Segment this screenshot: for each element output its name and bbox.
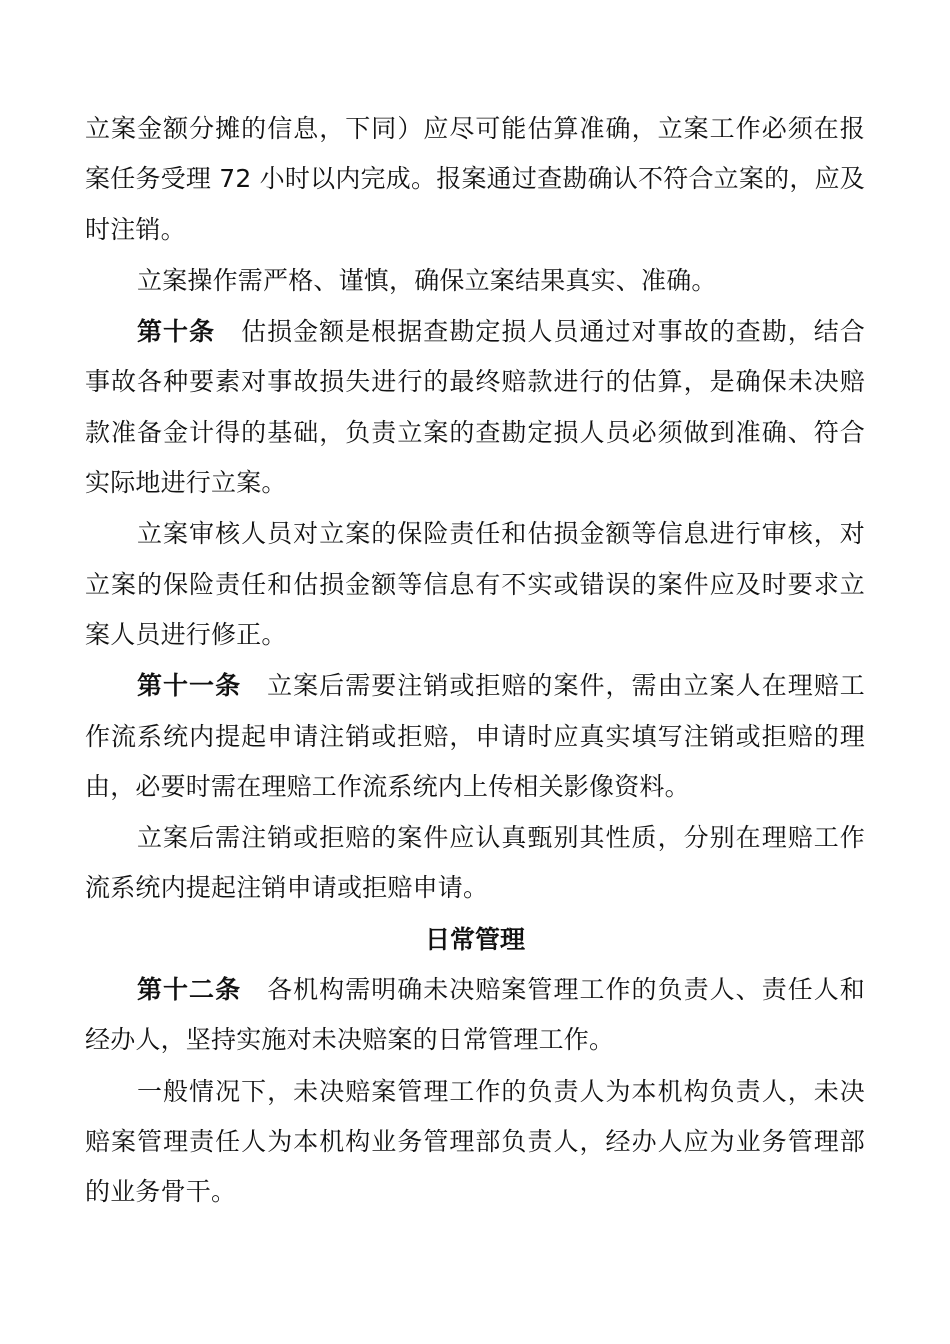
paragraph-text: 立案审核人员对立案的保险责任和估损金额等信息进行审核，对立案的保险责任和估损金额等信息有不实或错误的案件应及时要求立案人员进行修正。 — [85, 519, 865, 649]
paragraph-text: 立案金额分摊的信息，下同）应尽可能估算准确，立案工作必须在报案任务受理 72 小时以内完成。报案通过查勘确认不符合立案的，应及时注销。 — [85, 114, 865, 244]
article-paragraph — [85, 307, 865, 508]
paragraph-text: 一般情况下，未决赔案管理工作的负责人为本机构负责人，未决赔案管理责任人为本机构业务管理部负责人，经办人应为业务管理部的业务骨干。 — [85, 1076, 865, 1207]
article-paragraph — [85, 965, 865, 1066]
paragraph-continuation — [85, 104, 865, 255]
paragraph-text: 立案操作需严格、谨慎，确保立案结果真实、准确。 — [137, 265, 717, 295]
paragraph-text: 立案后需要注销或拒赔的案件，需由立案人在理赔工作流系统内提起申请注销或拒赔，申请时应真实填写注销或拒赔的理由，必要时需在理赔工作流系统内上传相关影像资料。 — [85, 671, 865, 801]
paragraph — [85, 813, 865, 914]
paragraph — [85, 1067, 865, 1218]
paragraph — [85, 256, 865, 306]
paragraph-text: 各机构需明确未决赔案管理工作的负责人、责任人和经办人，坚持实施对未决赔案的日常管理工作。 — [85, 975, 865, 1055]
paragraph-text: 立案后需注销或拒赔的案件应认真甄别其性质，分别在理赔工作流系统内提起注销申请或拒赔申请。 — [85, 823, 865, 903]
section-heading: 日常管理 — [424, 924, 525, 954]
document-page — [85, 104, 865, 1219]
article-number: 第十二条 — [137, 975, 242, 1005]
article-number: 第十条 — [137, 317, 216, 347]
article-number: 第十一条 — [137, 671, 242, 701]
paragraph-text: 估损金额是根据查勘定损人员通过对事故的查勘，结合事故各种要素对事故损失进行的最终赔款进行的估算，是确保未决赔款准备金计得的基础，负责立案的查勘定损人员必须做到准确、符合实际地进行立案。 — [85, 317, 865, 498]
article-paragraph — [85, 661, 865, 812]
paragraph — [85, 509, 865, 660]
